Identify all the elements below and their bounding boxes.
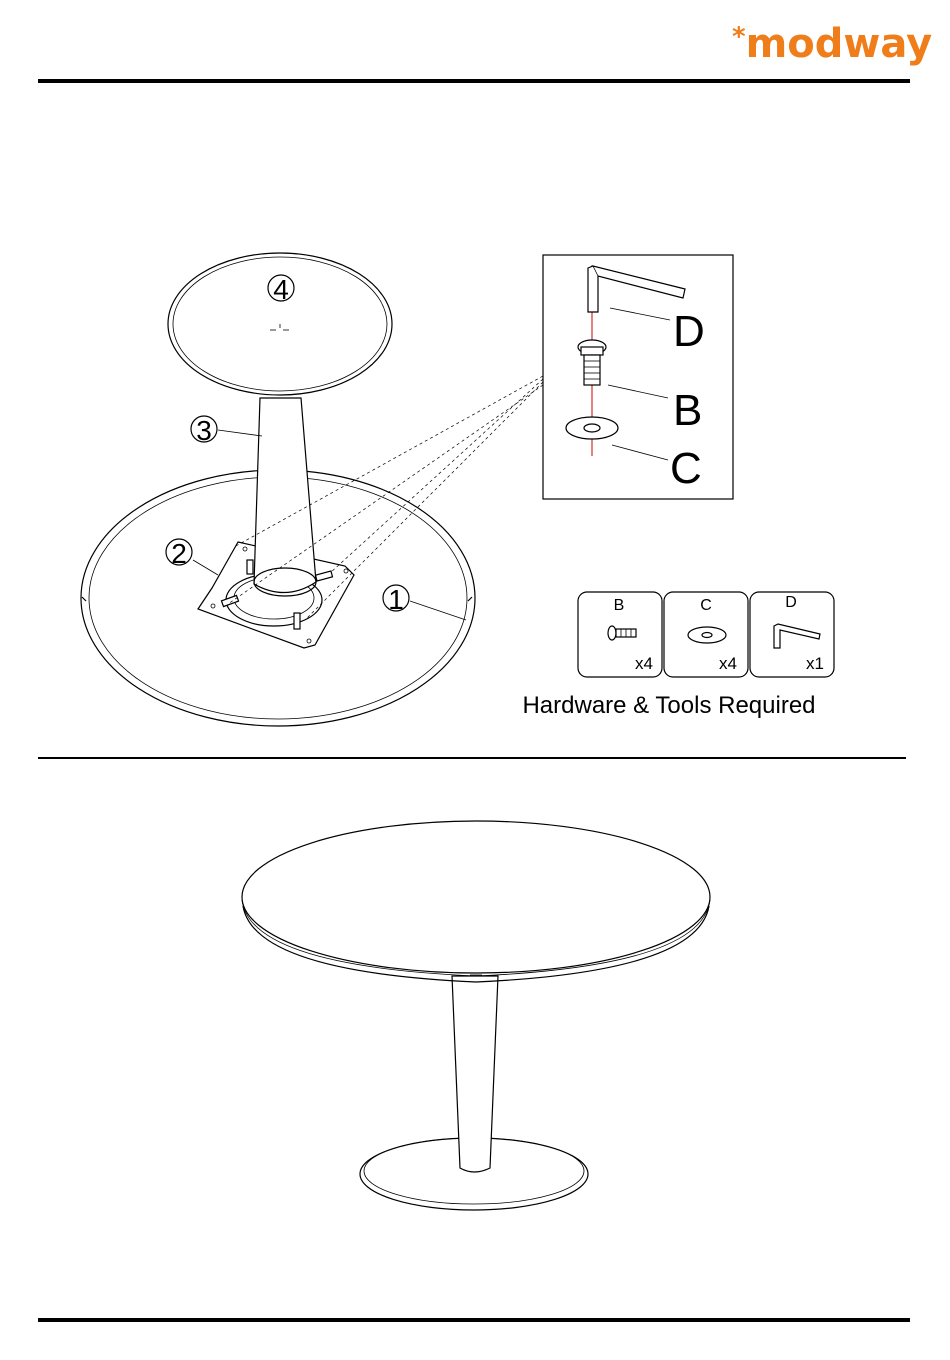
part-number-label: 2 (171, 538, 187, 569)
part-number-label: 1 (388, 584, 404, 615)
hardware-item-d-qty: x1 (806, 654, 824, 673)
hardware-item-c-label: C (700, 597, 712, 614)
detail-label-c: C (670, 444, 702, 493)
washer-icon (566, 417, 618, 439)
hardware-item-c-qty: x4 (719, 654, 737, 673)
hardware-item-b-qty: x4 (635, 654, 653, 673)
logo-text: modway (745, 21, 933, 67)
allen-key-icon (774, 624, 820, 648)
part-callout-3 (191, 415, 262, 446)
hardware-item-b-label: B (613, 597, 625, 614)
column-part-3 (254, 398, 316, 596)
part-callout-2 (166, 538, 218, 575)
hardware-detail-box (543, 255, 733, 499)
bolt-icon (578, 340, 606, 385)
assembled-table (242, 821, 710, 1210)
hardware-panel (522, 592, 834, 719)
hardware-item-d-label: D (785, 594, 797, 611)
logo-star: * (732, 22, 746, 52)
detail-label-d: D (673, 307, 705, 356)
bolt-icon (608, 626, 636, 640)
allen-key-icon (588, 266, 685, 312)
part-number-label: 4 (273, 274, 289, 305)
washer-icon (688, 627, 726, 643)
detail-label-b: B (673, 386, 703, 435)
part-callout-1 (383, 584, 466, 620)
part-number-label: 3 (196, 415, 212, 446)
hardware-title: Hardware & Tools Required (522, 692, 816, 719)
